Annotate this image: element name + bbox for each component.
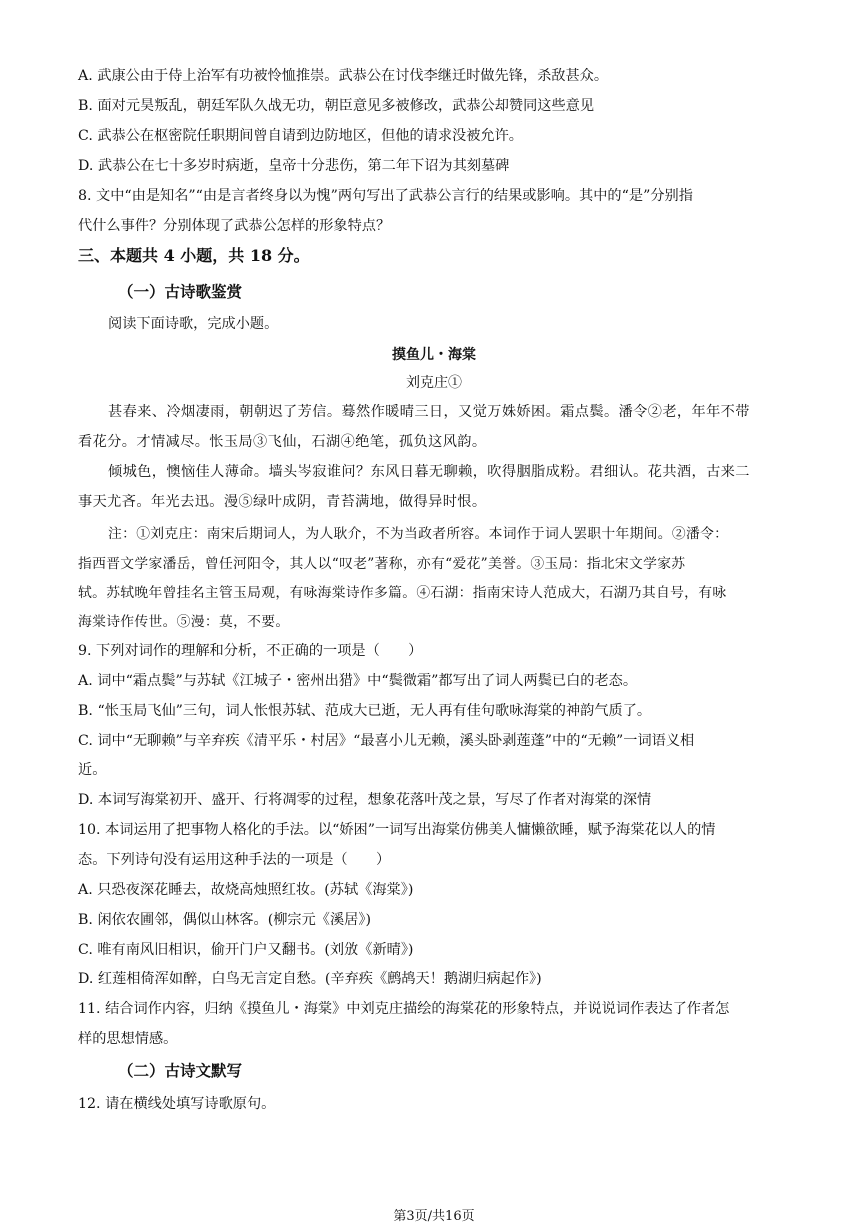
q9-option-a: A. 词中“霜点鬓”与苏轼《江城子・密州出猎》中“鬓微霜”都写出了词人两鬓已白的老态。 — [78, 673, 638, 689]
subsection-1-title: （一）古诗歌鉴赏 — [118, 282, 243, 301]
q7-option-d: D. 武恭公在七十多岁时病逝，皇帝十分悲伤，第二年下诏为其刻墓碑 — [78, 158, 510, 174]
note-line-4: 海棠诗作传世。⑤漫：莫，不要。 — [78, 614, 290, 630]
note-line-3: 轼。苏轼晚年曾挂名主管玉局观，有咏海棠诗作多篇。④石湖：指南宋诗人范成大，石湖乃其自号，有咏 — [78, 585, 727, 601]
poem-author: 刘克庄① — [406, 375, 462, 391]
q10-option-b: B. 闲依农圃邻，偶似山林客。(柳宗元《溪居》) — [78, 912, 371, 928]
q9-option-c: C. 词中“无聊赖”与辛弃疾《清平乐・村居》“最喜小儿无赖，溪头卧剥莲蓬”中的“无赖”一词语义相 — [78, 733, 695, 749]
note-line-2: 指西晋文学家潘岳，曾任河阳令，其人以“叹老”著称，亦有“爱花”美誉。③玉局：指北宋文学家苏 — [78, 556, 686, 572]
section-3-title: 三、本题共 4 小题，共 18 分。 — [78, 246, 310, 265]
q10-option-d: D. 红莲相倚浑如醉，白鸟无言定自愁。(辛弃疾《鹧鸪天！鹅湖归病起作》) — [78, 971, 542, 987]
q10-option-a: A. 只恐夜深花睡去，故烧高烛照红妆。(苏轼《海棠》) — [78, 882, 414, 898]
page-number: 第3页/共16页 — [393, 1209, 475, 1224]
q10-option-c: C. 唯有南风旧相识，偷开门户又翻书。(刘攽《新晴》) — [78, 942, 414, 958]
q10-stem-2: 态。下列诗句没有运用这种手法的一项是（ ） — [78, 852, 391, 868]
note-line-1: 注：①刘克庄：南宋后期词人，为人耿介，不为当政者所容。本词作于词人罢职十年期间。②潘令： — [108, 526, 729, 542]
instruction: 阅读下面诗歌，完成小题。 — [108, 316, 279, 332]
q7-option-c: C. 武恭公在枢密院任职期间曾自请到边防地区，但他的请求没被允许。 — [78, 128, 523, 144]
q7-option-b: B. 面对元昊叛乱，朝廷军队久战无功，朝臣意见多被修改，武恭公却赞同这些意见 — [78, 98, 595, 114]
q8-line-1: 8. 文中“由是知名”“由是言者终身以为愧”两句写出了武恭公言行的结果或影响。其中的“是”分别指 — [78, 188, 693, 204]
poem-line-4: 事天尤吝。年光去迅。漫⑤绿叶成阴，青苔满地，做得异时恨。 — [78, 494, 487, 510]
q9-option-b: B. “怅玉局飞仙”三句，词人怅恨苏轼、范成大已逝，无人再有佳句歌咏海棠的神韵气质了。 — [78, 703, 652, 719]
q9-option-d: D. 本词写海棠初开、盛开、行将凋零的过程，想象花落叶茂之景，写尽了作者对海棠的深情 — [78, 792, 652, 808]
q8-line-2: 代什么事件？分别体现了武恭公怎样的形象特点？ — [78, 218, 391, 234]
q9-option-c-cont: 近。 — [78, 762, 107, 778]
q12-stem: 12. 请在横线处填写诗歌原句。 — [78, 1096, 276, 1112]
q9-stem: 9. 下列对词作的理解和分析，不正确的一项是（ ） — [78, 643, 423, 659]
q11-line-1: 11. 结合词作内容，归纳《摸鱼儿・海棠》中刘克庄描绘的海棠花的形象特点，并说说词作表达了作者怎 — [78, 1001, 730, 1017]
poem-line-3: 倾城色，懊恼佳人薄命。墙头岑寂谁问？东风日暮无聊赖，吹得胭脂成粉。君细认。花共酒，古来二 — [108, 464, 750, 480]
poem-title: 摸鱼儿・海棠 — [392, 347, 476, 363]
q11-line-2: 样的思想情感。 — [78, 1031, 178, 1047]
subsection-2-title: （二）古诗文默写 — [118, 1061, 243, 1080]
q10-stem-1: 10. 本词运用了把事物人格化的手法。以“娇困”一词写出海棠仿佛美人慵懒欲睡，赋予海棠花以人的情 — [78, 822, 716, 838]
poem-line-2: 看花分。才情减尽。怅玉局③飞仙，石湖④绝笔，孤负这风韵。 — [78, 434, 487, 450]
q7-option-a: A. 武康公由于侍上治军有功被怜恤推崇。武恭公在讨伐李继迁时做先锋，杀敌甚众。 — [78, 68, 609, 84]
poem-line-1: 甚春来、冷烟凄雨，朝朝迟了芳信。蓦然作暖晴三日，又觉万姝娇困。霜点鬓。潘令②老，年年不带 — [108, 404, 750, 420]
